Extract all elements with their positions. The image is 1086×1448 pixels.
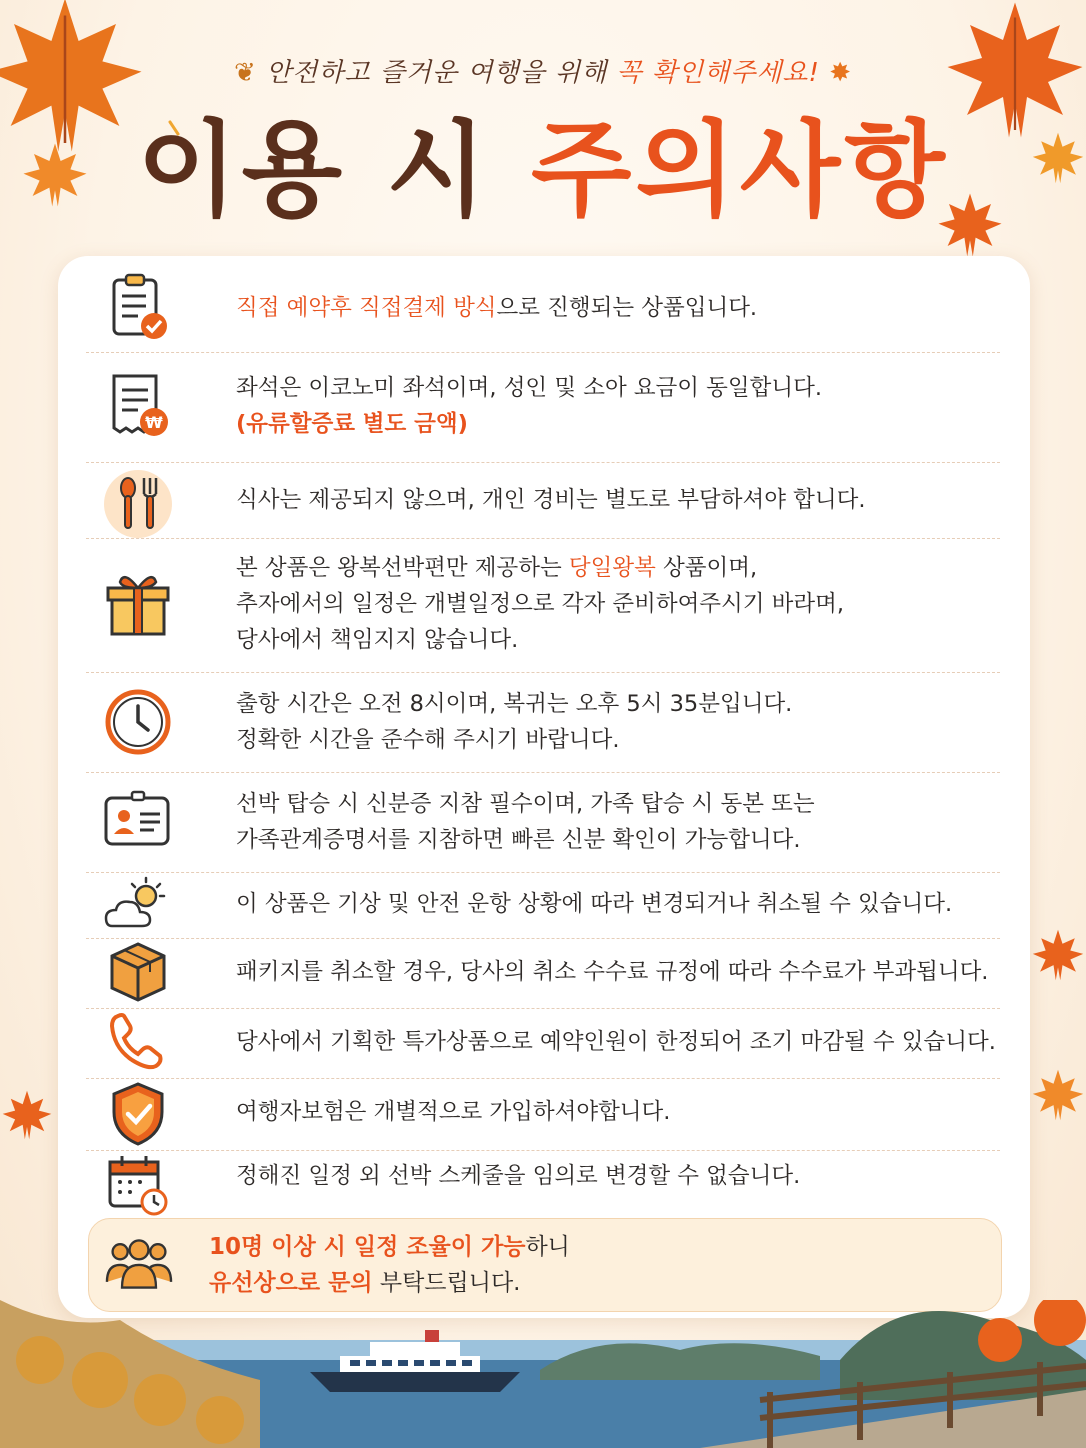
maple-leaf-icon	[0, 1080, 54, 1150]
shield-check-icon	[100, 1076, 176, 1152]
fork-spoon-icon	[100, 466, 176, 542]
group-notice-box	[88, 1218, 1002, 1312]
notice-text: 직접 예약후 직접결제 방식으로 진행되는 상품입니다.	[236, 295, 758, 321]
notice-item	[86, 938, 1000, 1009]
calendar-clock-icon	[100, 1148, 176, 1224]
notice-text: 본 상품은 왕복선박편만 제공하는 당일왕복 상품이며, 추자에서의 일정은 개별일정으로 각자 준비하여주시기 바라며, 당사에서 책임지지 않습니다.	[236, 555, 845, 653]
gift-icon	[100, 566, 176, 642]
weather-icon	[100, 868, 176, 944]
svg-text:₩: ₩	[145, 413, 163, 432]
subtitle: ❦ 안전하고 즐거운 여행을 위해 꼭 확인해주세요! ✸	[233, 58, 853, 88]
notice-item	[86, 872, 1000, 939]
notice-text: 식사는 제공되지 않으며, 개인 경비는 별도로 부담하셔야 합니다.	[236, 487, 866, 513]
group-notice-text: 10명 이상 시 일정 조율이 가능하니 유선상으로 문의 부탁드립니다.	[209, 1234, 570, 1296]
group-people-icon	[103, 1231, 175, 1297]
sea-ferry-scene	[0, 1300, 1086, 1448]
notice-item	[86, 1078, 1000, 1151]
notice-text: 여행자보험은 개별적으로 가입하셔야합니다.	[236, 1099, 671, 1125]
notice-card	[58, 256, 1030, 1318]
package-box-icon	[100, 934, 176, 1010]
notice-text: 당사에서 기획한 특가상품으로 예약인원이 한정되어 조기 마감될 수 있습니다.	[236, 1029, 996, 1055]
clipboard-check-icon	[100, 270, 176, 346]
notice-item	[86, 538, 1000, 673]
notice-item	[86, 1150, 1000, 1210]
notice-item	[86, 256, 1000, 353]
notice-item	[86, 462, 1000, 539]
subtitle-leaf-icon: ❦	[233, 58, 267, 88]
maple-leaf-icon	[1030, 920, 1086, 990]
clock-icon	[100, 684, 176, 760]
notice-text: 좌석은 이코노미 좌석이며, 성인 및 소아 요금이 동일합니다. (유류할증료 별도 금액)	[236, 375, 823, 437]
notice-text: 패키지를 취소할 경우, 당사의 취소 수수료 규정에 따라 수수료가 부과됩니다.	[236, 959, 989, 985]
notice-item	[86, 672, 1000, 773]
maple-leaf-icon	[1030, 1050, 1086, 1140]
notice-text: 정해진 일정 외 선박 스케줄을 임의로 변경할 수 없습니다.	[236, 1163, 801, 1189]
notice-item	[86, 352, 1000, 463]
page-title: 이용 시 주의사항	[137, 109, 949, 231]
phone-icon	[100, 1004, 176, 1080]
notice-text: 선박 탑승 시 신분증 지참 필수이며, 가족 탑승 시 동본 또는 가족관계증명서를 지참하면 빠른 신분 확인이 가능합니다.	[236, 791, 815, 853]
notice-item	[86, 772, 1000, 873]
notice-text: 이 상품은 기상 및 안전 운항 상황에 따라 변경되거나 취소될 수 있습니다.	[236, 891, 953, 917]
receipt-won-icon	[100, 368, 176, 444]
id-card-icon	[100, 784, 176, 860]
notice-item	[86, 1008, 1000, 1079]
subtitle-leaf-icon: ✸	[819, 58, 853, 88]
notice-text: 출항 시간은 오전 8시이며, 복귀는 오후 5시 35분입니다. 정확한 시간을 준수해 주시기 바랍니다.	[236, 691, 793, 753]
